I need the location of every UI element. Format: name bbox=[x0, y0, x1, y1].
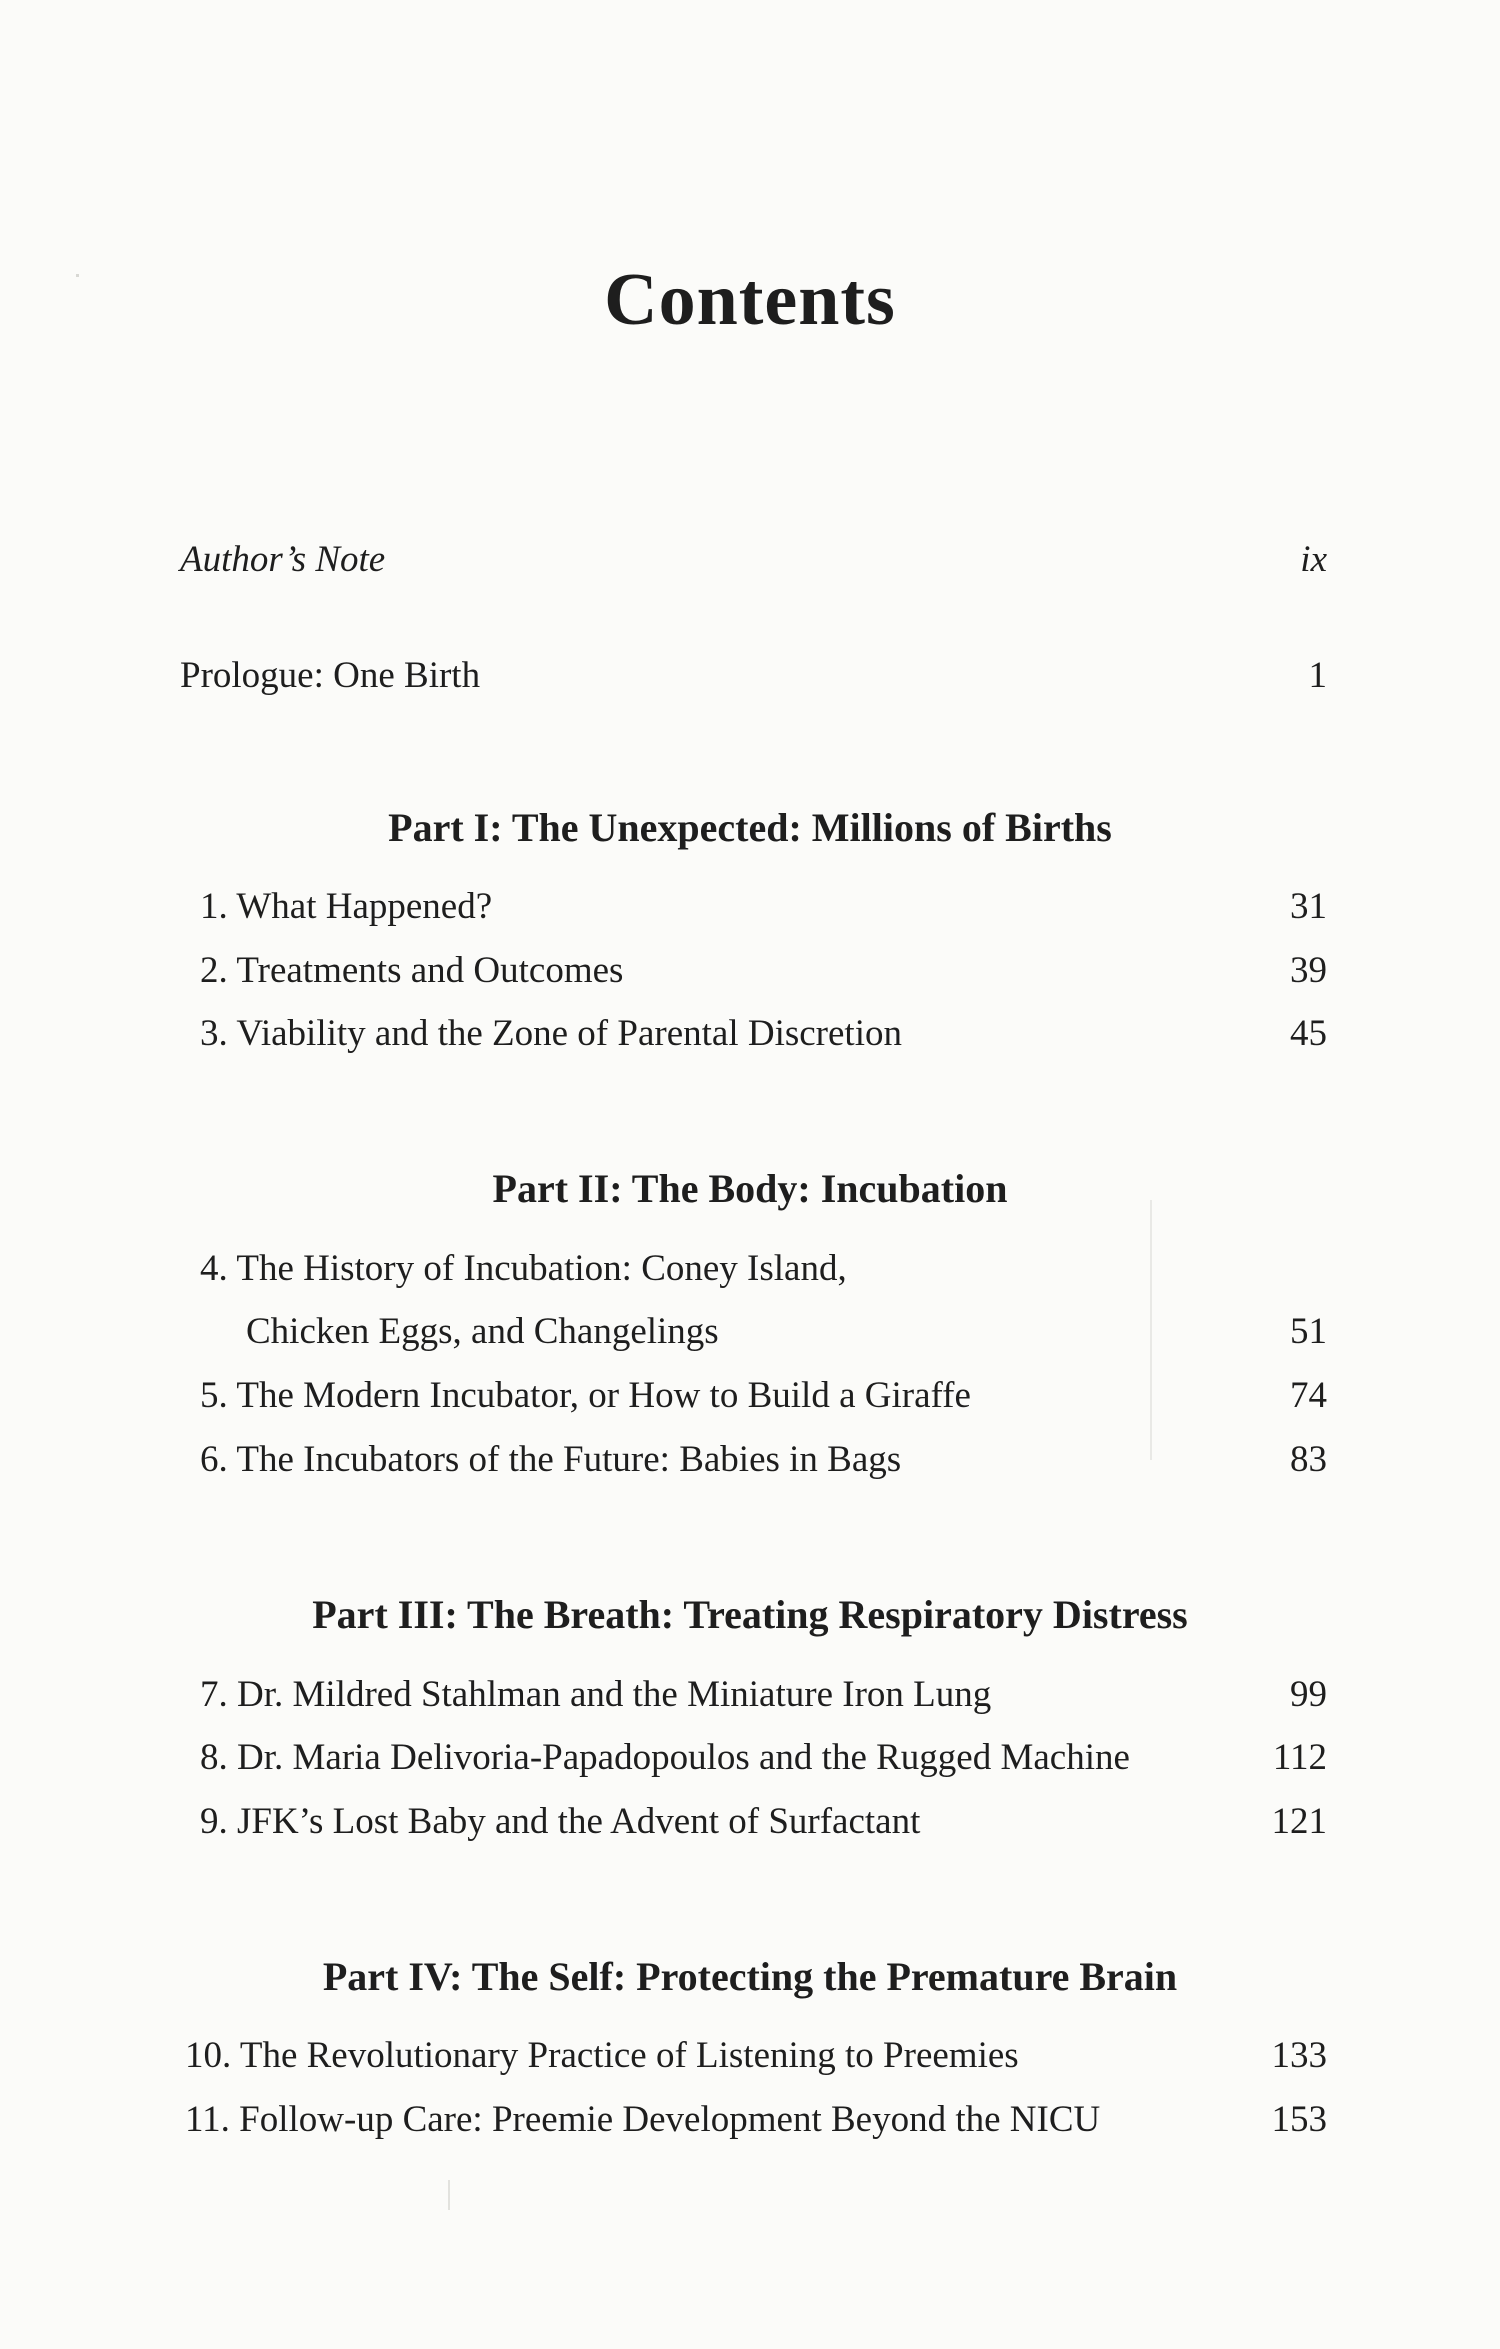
entry-page: 45 bbox=[1290, 1013, 1327, 1054]
chapter-title: JFK’s Lost Baby and the Advent of Surfactant bbox=[237, 1801, 921, 1842]
scan-mark bbox=[448, 2180, 450, 2210]
chapter-title-continued: Chicken Eggs, and Changelings bbox=[246, 1311, 719, 1352]
toc-entry-chapter-7 bbox=[0, 1665, 1500, 1725]
entry-title bbox=[200, 1430, 901, 1490]
entry-page: 74 bbox=[1290, 1375, 1327, 1416]
toc-entry-chapter-6 bbox=[0, 1430, 1500, 1490]
entry-title: Prologue: One Birth bbox=[180, 655, 481, 696]
part-heading-4: Part IV: The Self: Protecting the Premature Brain bbox=[322, 1954, 1178, 1999]
entry-page: 121 bbox=[1271, 1801, 1327, 1842]
toc-entry-chapter-2 bbox=[0, 941, 1500, 1001]
chapter-title: What Happened? bbox=[236, 886, 493, 927]
chapter-number: 5. bbox=[200, 1375, 228, 1416]
toc-entry-chapter-5 bbox=[0, 1366, 1500, 1426]
scan-mark bbox=[1150, 1200, 1152, 1460]
chapter-title: Follow-up Care: Preemie Development Beyond the NICU bbox=[239, 2099, 1101, 2140]
entry-title bbox=[185, 2090, 1100, 2150]
chapter-number: 10. bbox=[185, 2035, 232, 2076]
entry-title bbox=[185, 2026, 1019, 2086]
toc-entry-prologue bbox=[0, 646, 1500, 706]
toc-entry-authors-note bbox=[0, 530, 1500, 590]
entry-title bbox=[200, 941, 623, 1001]
chapter-title: Dr. Mildred Stahlman and the Miniature Iron Lung bbox=[237, 1674, 992, 1715]
chapter-number: 11. bbox=[185, 2099, 230, 2140]
chapter-title: The History of Incubation: Coney Island, bbox=[236, 1248, 847, 1289]
chapter-title: Viability and the Zone of Parental Discretion bbox=[236, 1013, 902, 1054]
chapter-number: 7. bbox=[200, 1674, 228, 1715]
entry-title bbox=[200, 1239, 847, 1299]
toc-entry-chapter-3 bbox=[0, 1004, 1500, 1064]
entry-title bbox=[200, 1665, 991, 1725]
entry-title: Author’s Note bbox=[180, 539, 386, 580]
page-title: Contents bbox=[604, 259, 896, 341]
toc-entry-chapter-1 bbox=[0, 877, 1500, 937]
entry-page: 31 bbox=[1290, 886, 1327, 927]
chapter-title: The Incubators of the Future: Babies in Bags bbox=[236, 1439, 902, 1480]
toc-entry-chapter-11 bbox=[0, 2090, 1500, 2150]
entry-page: 83 bbox=[1290, 1439, 1327, 1480]
entry-title bbox=[200, 1728, 1130, 1788]
toc-entry-chapter-4 bbox=[0, 1239, 1500, 1299]
entry-page: ix bbox=[1300, 539, 1327, 580]
chapter-number: 3. bbox=[200, 1013, 228, 1054]
chapter-number: 1. bbox=[200, 886, 228, 927]
chapter-number: 4. bbox=[200, 1248, 228, 1289]
toc-entry-chapter-4-continued bbox=[0, 1302, 1500, 1362]
entry-title bbox=[200, 1366, 971, 1426]
entry-page: 153 bbox=[1271, 2099, 1327, 2140]
entry-title bbox=[200, 1792, 920, 1852]
entry-page: 1 bbox=[1308, 655, 1327, 696]
toc-entry-chapter-9 bbox=[0, 1792, 1500, 1852]
chapter-title: The Modern Incubator, or How to Build a Giraffe bbox=[236, 1375, 971, 1416]
entry-page: 39 bbox=[1290, 950, 1327, 991]
chapter-number: 8. bbox=[200, 1737, 228, 1778]
entry-page: 51 bbox=[1290, 1311, 1327, 1352]
scan-mark bbox=[76, 274, 79, 277]
entry-title bbox=[200, 877, 492, 937]
toc-entry-chapter-10 bbox=[0, 2026, 1500, 2086]
toc-entry-chapter-8 bbox=[0, 1728, 1500, 1788]
entry-page: 133 bbox=[1271, 2035, 1327, 2076]
chapter-number: 6. bbox=[200, 1439, 228, 1480]
part-heading-1: Part I: The Unexpected: Millions of Births bbox=[388, 805, 1112, 850]
entry-page: 99 bbox=[1290, 1674, 1327, 1715]
entry-page: 112 bbox=[1272, 1737, 1327, 1778]
chapter-title: Dr. Maria Delivoria-Papadopoulos and the Rugged Machine bbox=[237, 1737, 1130, 1778]
part-heading-2: Part II: The Body: Incubation bbox=[492, 1166, 1008, 1211]
chapter-title: The Revolutionary Practice of Listening to Preemies bbox=[239, 2035, 1019, 2076]
chapter-title: Treatments and Outcomes bbox=[236, 950, 624, 991]
part-heading-3: Part III: The Breath: Treating Respiratory Distress bbox=[312, 1592, 1188, 1637]
chapter-number: 9. bbox=[200, 1801, 228, 1842]
chapter-number: 2. bbox=[200, 950, 228, 991]
entry-title bbox=[200, 1004, 902, 1064]
